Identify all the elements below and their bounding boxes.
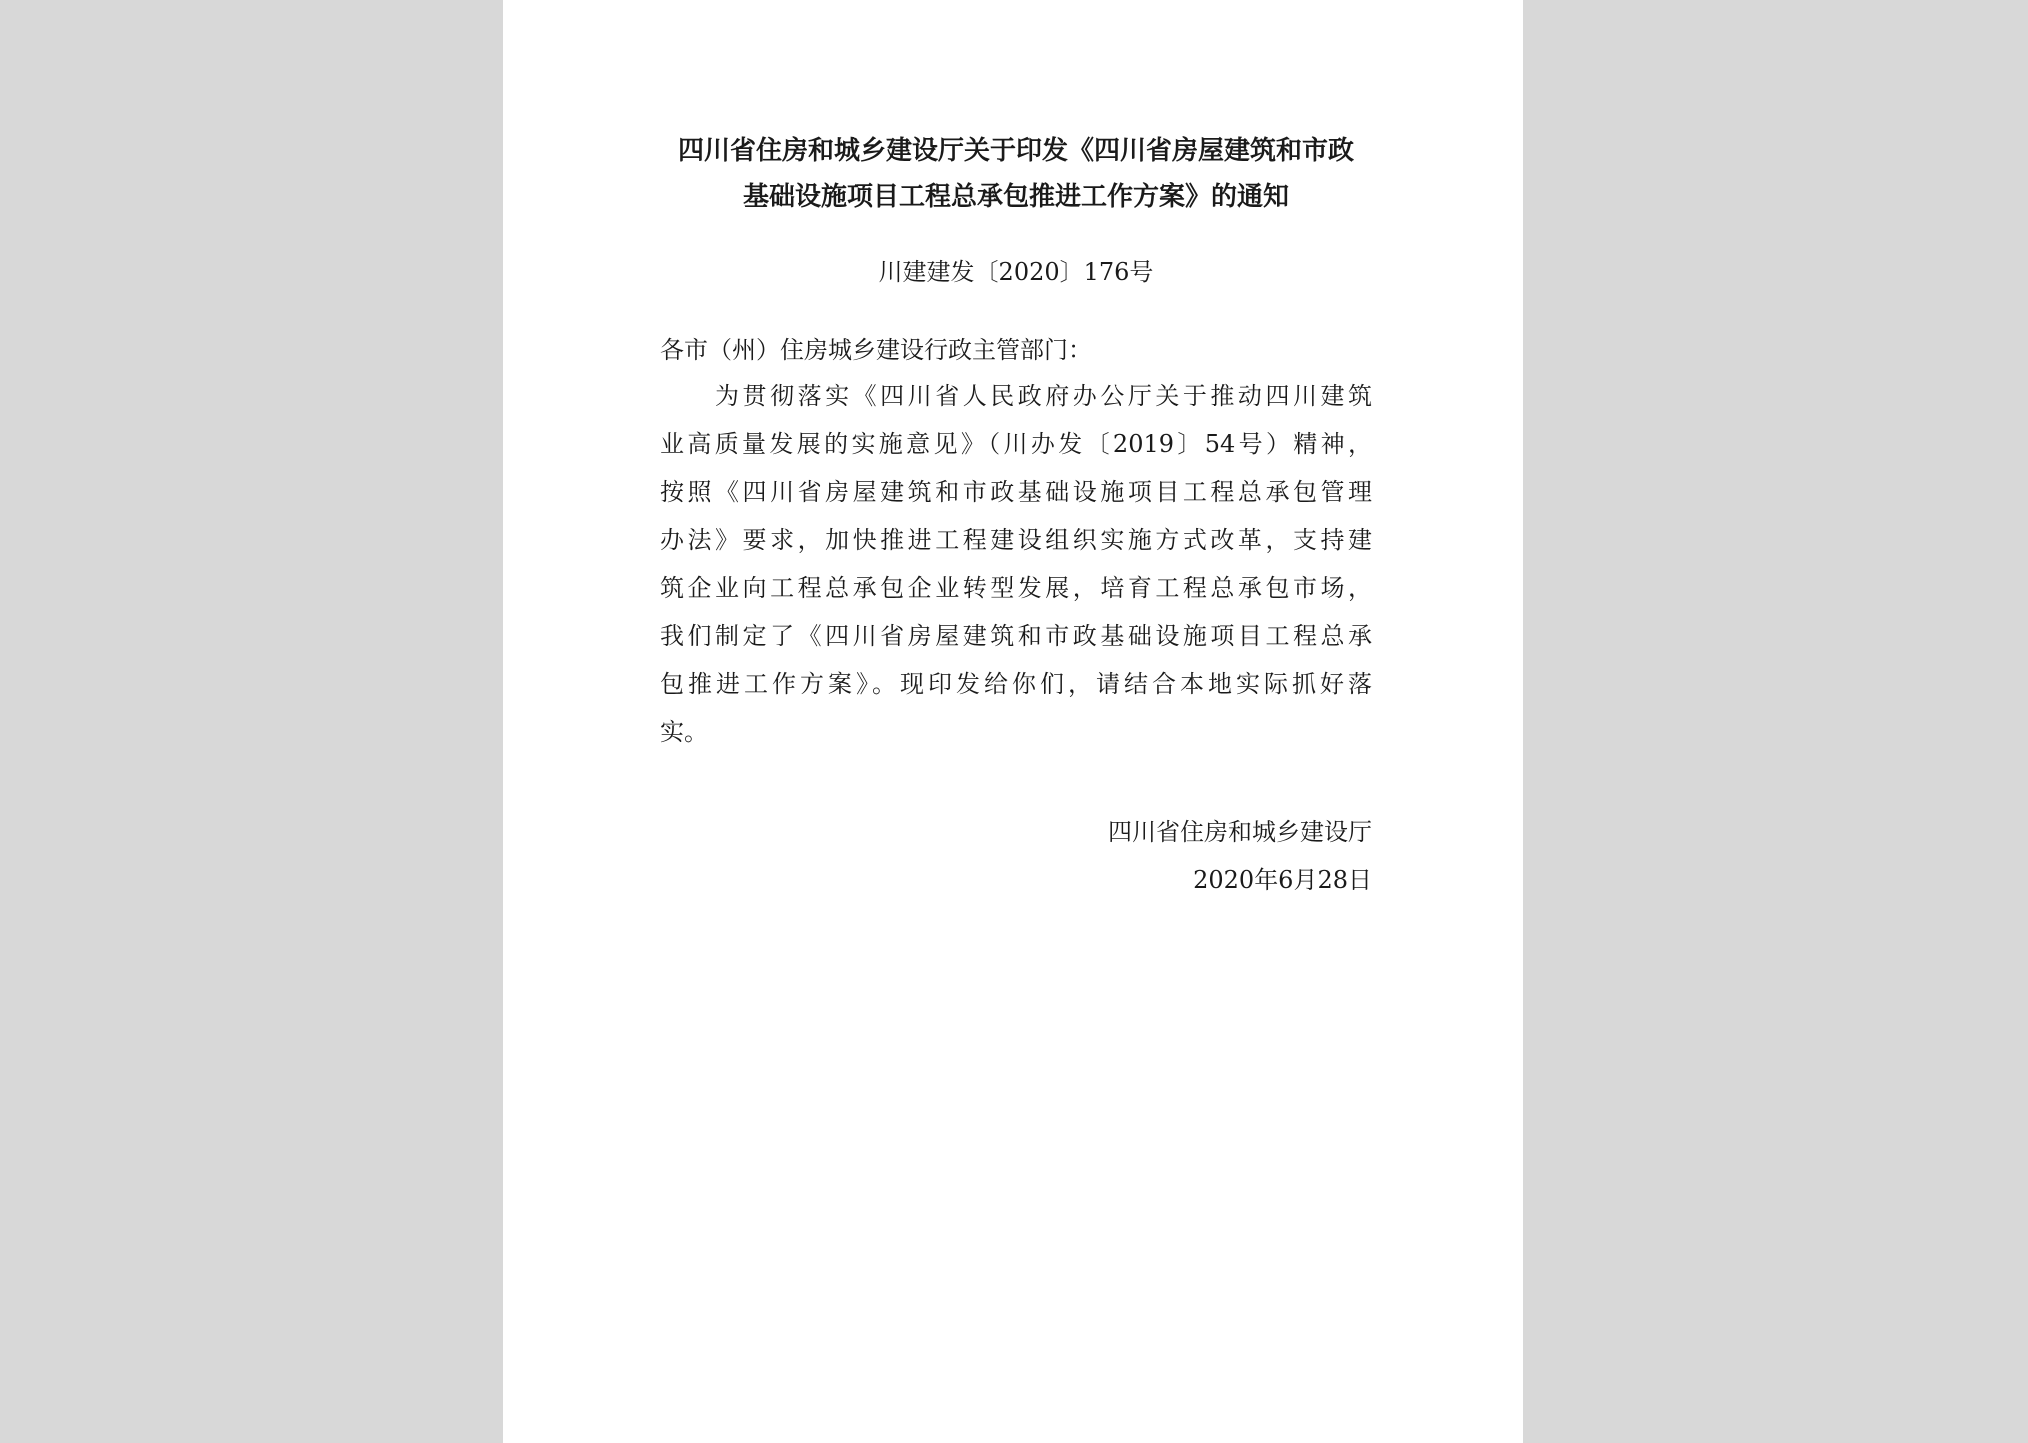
title-line-2: 基础设施项目工程总承包推进工作方案》的通知: [742, 182, 1289, 212]
body-paragraph: [660, 372, 1372, 756]
page-content: [660, 128, 1372, 904]
body-line: 筑企业向工程总承包企业转型发展，培育工程总承包市场，: [660, 574, 1372, 602]
issuer: 四川省住房和城乡建设厅: [1108, 818, 1372, 846]
document-number: 川建建发〔2020〕176号: [878, 258, 1154, 286]
issue-date: 2020年6月28日: [1193, 866, 1372, 894]
title-line-1: 四川省住房和城乡建设厅关于印发《四川省房屋建筑和市政: [677, 136, 1354, 166]
body-line: 业高质量发展的实施意见》（川办发〔2019〕54号）精神，: [660, 430, 1372, 458]
body-line: 实。: [660, 718, 708, 746]
body-line: 为贯彻落实《四川省人民政府办公厅关于推动四川建筑: [660, 382, 1372, 410]
body-line: 办法》要求，加快推进工程建设组织实施方式改革，支持建: [660, 526, 1372, 554]
signature-block: [660, 808, 1372, 904]
body-line: 包推进工作方案》。现印发给你们，请结合本地实际抓好落: [660, 670, 1372, 698]
notice-title: [660, 128, 1372, 220]
body-line: 按照《四川省房屋建筑和市政基础设施项目工程总承包管理: [660, 478, 1372, 506]
document-page: [503, 0, 1523, 1443]
body-line: 我们制定了《四川省房屋建筑和市政基础设施项目工程总承: [660, 622, 1372, 650]
salutation: 各市（州）住房城乡建设行政主管部门：: [660, 336, 1092, 364]
